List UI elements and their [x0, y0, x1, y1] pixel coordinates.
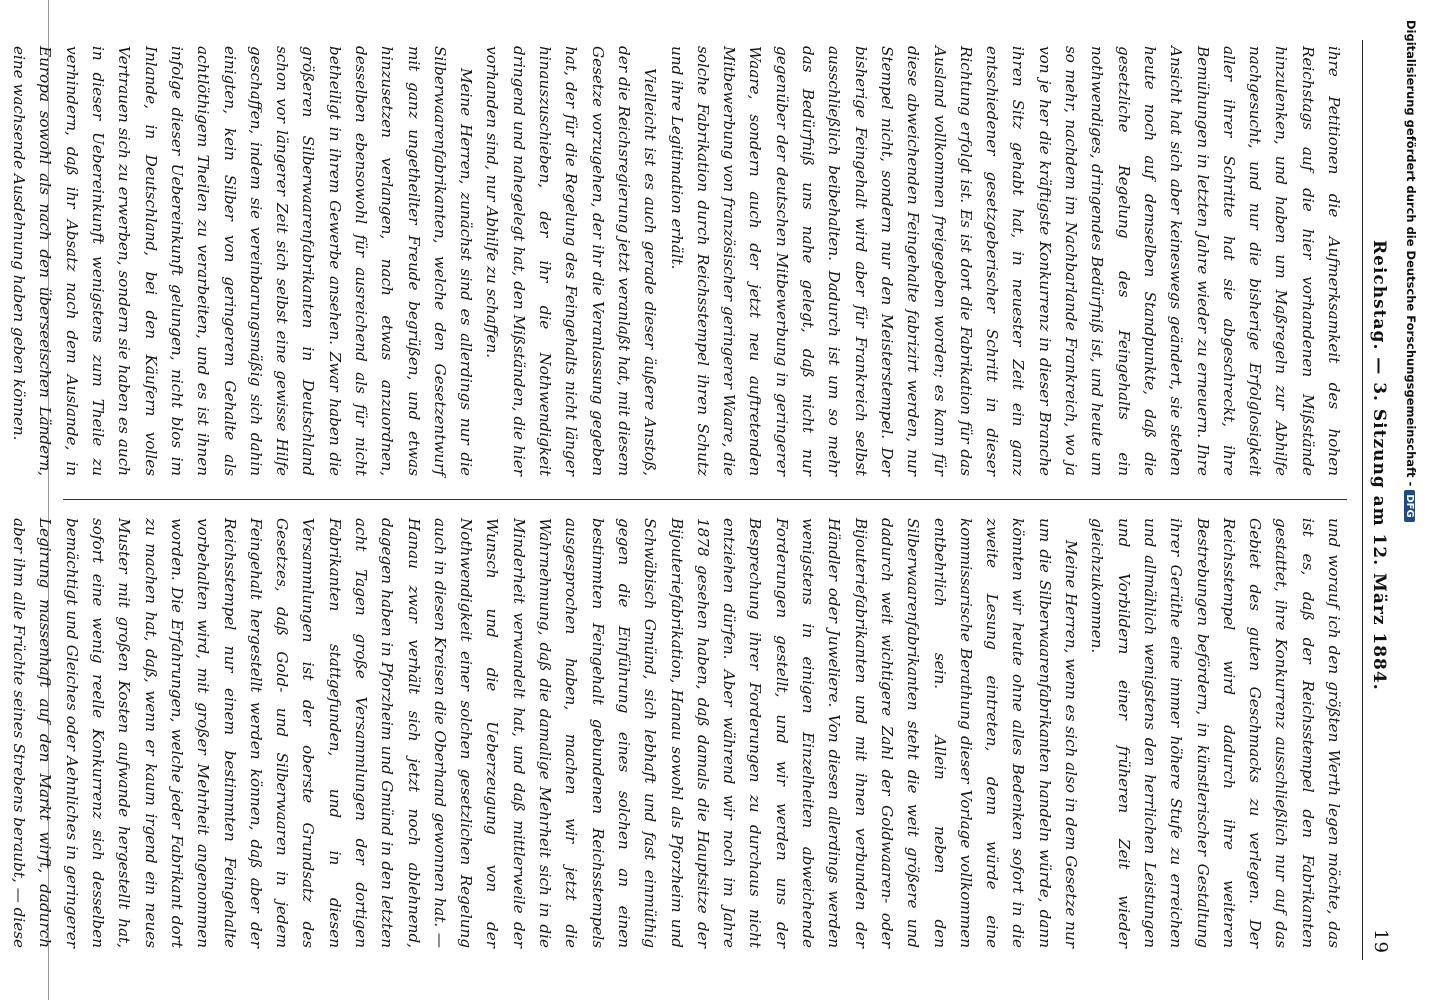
paragraph: Meine Herren, wenn es sich also in dem Gesetze nur um die Silberwaarenfabrikanten handeln würde, dann könnten wir heute ohne alles Bedenken sofort in die zweite Lesung eintreten, denn würde eine kommissarische Berathung dieser Vorlage vollkommen entbehrlich sein. Allein neben den Silberwaarenfabrikanten steht die weit größere und dadurch weit wichtigere Zahl der Goldwaaren- oder Bijouteriefabrikanten und mit ihnen verbunden der Händler oder Juweliere. Von diesen allerdings werden wenigstens in einigen Einzelheiten abweichende Forderungen gestellt, und wir werden uns der Besprechung ihrer Forderungen zu durchaus nicht entziehen dürfen. Aber während wir noch im Jahre 1878 gesehen haben, daß damals die Hauptsitze der Bijouteriefabrikation, Hanau sowohl als Pforzheim und Schwäbisch Gmünd, sich lebhaft und fast einmüthig gegen die Einführung eines solchen an einen bestimmten Feingehalt gebundenen Reichsstempels ausgesprochen haben, machen wir jetzt die Wahrnehmung, daß die damalige Mehrheit sich in die Minderheit verwandelt hat, und daß mittlerweile der Wunsch und die Ueberzeugung von der Nothwendigkeit einer solchen gesetzlichen Regelung auch in diesen Kreisen die Oberhand gewonnen hat. — Hanau zwar verhält sich jetzt noch ablehnend, dagegen haben in Pforzheim und Gmünd in den letzten acht Tagen große Versammlungen der dortigen Fabrikanten stattgefunden, und in diesen Versammlungen ist der oberste Grundsatz des Gesetzes, daß Gold- und Silberwaaren in jedem Feingehalt hergestellt werden können, daß aber der Reichsstempel nur einem bestimmten Feingehalte vorbehalten wird, mit großer Mehrheit angenommen worden. Die Erfahrungen, welche jeder Fabrikant dort zu machen hat, daß, wenn er kaum irgend ein neues Muster mit großen Kosten aufwande hergestellt hat, sofort eine wenig reelle Konkurrenz sich desselben bemächtigt und Gleiches oder Aehnliches in geringerer Legirung massenhaft auf den Markt wirft, dadurch aber ihm alle Früchte seines Strebens beraubt, — diese — [10, 518, 1081, 948]
paragraph: Vielleicht ist es auch gerade dieser äußere Anstoß, der die Reichsregierung jetzt veranlaßt hat, mit diesem Gesetze vorzugehen, der ihr die Veranlassung gegeben hat, der für die Regelung des Feingehalts nicht länger hinauszuschieben, der ihr die Nothwendigkeit dringend und nahegelegt hat, den Mißständen, die hier vorhanden sind, nur Abhilfe zu schaffen. — [483, 46, 660, 476]
text-column-left — [10, 46, 1347, 476]
text-column-right — [10, 518, 1347, 948]
credit-text: Digitalisierung gefördert durch die Deutsche Forschungsgemeinschaft - — [1404, 20, 1418, 487]
running-header — [1362, 40, 1395, 960]
paragraph: und worauf ich den größten Werth legen möchte, das ist es, daß der Reichsstempel den Fabrikanten gestattet, ihre Konkurrenz ausschließlich nur auf das Gebiet des guten Geschmacks zu verlegen. Der Reichsstempel wird dadurch ihre weiteren Bestrebungen befördern, in künstlerischer Gestaltung ihrer Gerüthe eine immer höhere Stufe zu erreichen und allmählich wenigstens den herrlichen Leistungen und Vorbildern einer früheren Zeit wieder gleichzukommen. — [1088, 518, 1343, 948]
header-title: Reichstag. — 3. Sitzung am 12. März 1884. — [1369, 240, 1389, 691]
paragraph: ihre Petitionen die Aufmerksamkeit des hohen Reichstags auf die hier vorhandenen Mißstände hinzulenken, und haben um Maßregeln zur Abhilfe nachgesucht, und nur die bisherige Erfolglosigkeit aller ihrer Schritte hat sie abgeschreckt, ihre Bemühungen in letzten Jahre wieder zu erneuern. Ihre Ansicht hat sich aber keineswegs geändert, sie stehen heute noch auf demselben Standpunkte, daß die gesetzliche Regelung des Feingehalts ein nothwendiges, dringendes Bedürfniß ist, und heute um so mehr, nachdem im Nachbarlande Frankreich, wo ja von je her die kräftigste Konkurrenz in dieser Branche ihren Sitz gehabt hat, in neuester Zeit ein ganz entschiedener gesetzgeberischer Schritt in dieser Richtung erfolgt ist. Es ist dort die Fabrikation für das Ausland vollkommen freigegeben worden; es kann für diese abweichenden Feingehalte fabrizirt werden, nur Stempel nicht, sondern nur den Meisterstempel. Der bisherige Feingehalt wird aber für Frankreich selbst ausschließlich beibehalten. Dadurch ist um so mehr das Bedürfniß uns nahe gelegt, daß nicht nur gegenüber der deutschen Mitbewerbung in geringerer Waare, sondern auch der jetzt neu auftretenden Mitbewerbung von französischer geringerer Waare, die solche Fabrikation durch Reichsstempel ihren Schutz und ihre Legitimation erhält. — [667, 46, 1343, 476]
dfg-logo: DFG — [1404, 490, 1415, 521]
paragraph: Meine Herren, zunächst sind es allerdings nur die Silberwaarenfabrikanten, welche den Gesetzentwurf mit ganz ungetheilter Freude begrüßen, und etwas hinzusetzen verlangen, nach etwas anzuordnen, desselben ebensowohl für ausreichend als für nicht betheiligt in ihrem Gewerbe ansehen. Zwar haben die größeren Silberwaarenfabrikanten in Deutschland schon vor längerer Zeit sich selbst eine gewisse Hilfe geschaffen, indem sie vereinbarungsmäßig sich dahin einigten, kein Silber von geringerem Gehalte als achtlöthigem Theilen zu verarbeiten, und es ist ihnen infolge dieser Uebereinkunft gelungen, nicht blos im Inlande, in Deutschland, bei den Käufern volles Vertrauen sich zu erwerben, sondern sie haben es auch in dieser Uebereinkunft wenigstens zum Theile zu verhindern, daß ihr Absatz nach dem Auslande, in Europa sowohl als nach den überseeischen Ländern, eine wachsende Ausdehnung haben geben können. — [10, 46, 476, 476]
digitization-credit — [1400, 20, 1418, 920]
page-number: 19 — [1370, 929, 1391, 954]
paragraph — [0, 46, 6, 476]
column-divider — [63, 499, 1347, 500]
rotated-newspaper-page — [10, 40, 1395, 960]
